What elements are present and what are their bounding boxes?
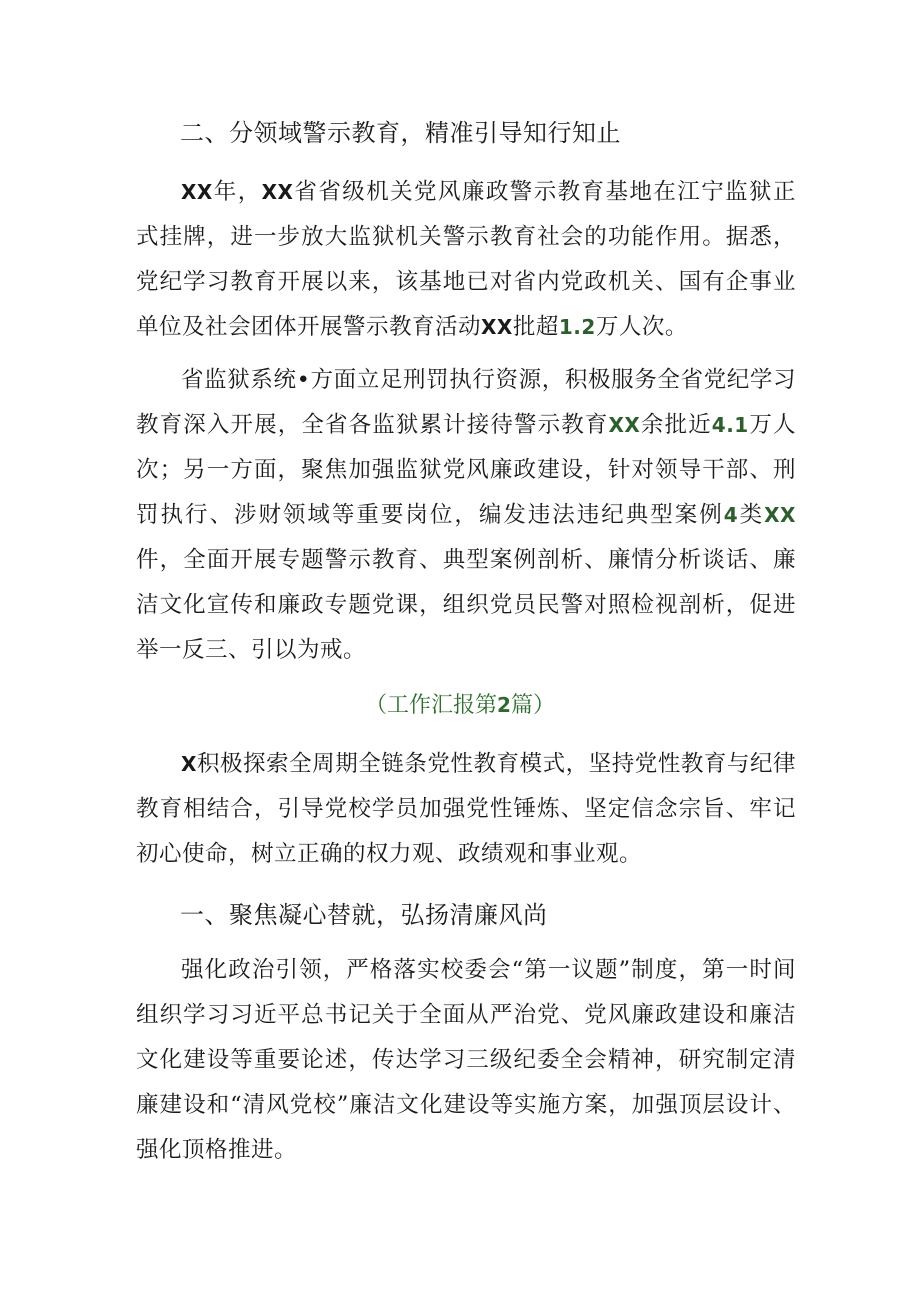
highlight-number: 1.2 [558,315,596,339]
text-run: 类 [738,502,765,528]
highlight-number: 4.1 [711,413,749,437]
section-heading-2: 二、分领域警示教育，精准引导知行知止 [180,119,621,147]
highlight-number: XX [764,503,796,527]
placeholder-x: X [181,752,197,776]
text-run: 省省级机关党风廉政警示教育基地在江宁监狱正式挂牌，进一步放大监狱机关警示教育社会的功能作用。据悉，党纪学习教育开展以来，该基地已对省内党政机关、国有企事业单位及社会团体开展警示教育活动 [136,179,796,340]
text-run: 万人次；另一方面，聚焦加强监狱党风廉政建设，针对领导干部、刑罚执行、涉财领域等重要岗位，编发违法违纪典型案例 [136,412,796,528]
text-run: 省监狱系统•方面立足刑罚执行资源，积极服务全省党纪学习教育深入开展，全省各监狱累计接待警示教育 [136,367,796,438]
placeholder-xx: XX [261,180,294,204]
paragraph-1 [136,170,796,350]
text-run: 余批近 [640,412,712,438]
text-run: 积极探索全周期全链条党性教育模式，坚持党性教育与纪律教育相结合，引导党校学员加强党性锤炼、坚定信念宗旨、牢记初心使命，树立正确的权力观、政绩观和事业观。 [136,751,796,867]
highlight-number: 4 [723,503,739,527]
paragraph-4: 强化政治引领，严格落实校委会“第一议题”制度，第一时间组织学习习近平总书记关于全面从严治党、党风廉政建设和廉洁文化建设等重要论述，传达学习三级纪委全会精神，研究制定清廉建设和“清风党校”廉洁文化建设等实施方案，加强顶层设计、强化顶格推进。 [136,957,796,1163]
section-caption [0,690,920,721]
caption-suffix: 篇） [510,693,555,718]
text-run: 件，全面开展专题警示教育、典型案例剖析、廉情分析谈话、廉洁文化宣传和廉政专题党课，组织党员民警对照检视剖析，促进举一反三、引以为戒。 [136,547,796,663]
paragraph-3 [136,742,796,877]
caption-prefix: （工作汇报第 [365,693,498,718]
caption-number: 2 [497,693,511,717]
text-run: 万人次。 [595,314,688,340]
paragraph-2 [136,358,796,673]
section-heading-1: 一、聚焦凝心替就，弘扬清廉风尚 [180,901,548,929]
text-run: 批超 [512,314,559,340]
highlight-number: XX [608,413,641,437]
placeholder-xx: XX [181,180,213,204]
text-run: 年， [212,179,262,205]
placeholder-xx: XX [481,315,513,339]
